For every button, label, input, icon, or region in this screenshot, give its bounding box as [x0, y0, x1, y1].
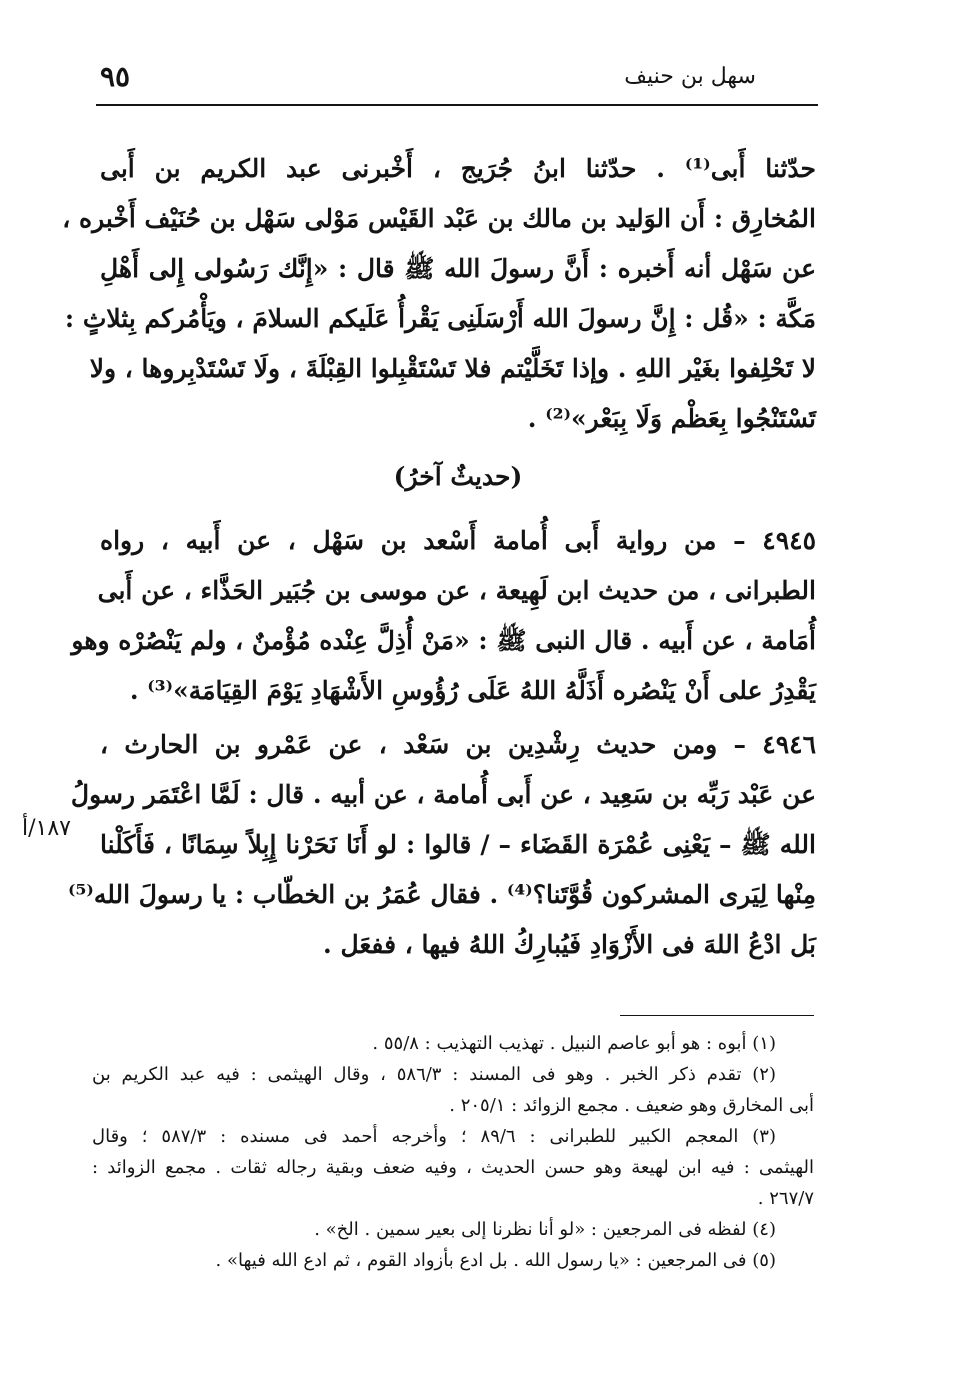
text-line: تَسْتَنْجُوا بِعَظْم وَلَا بِبَعْر»⁽²⁾ .: [527, 404, 816, 433]
text-line: المُخارِق : أَن الوَليد بن مالك بن عَبْد القَيْس مَوْلى سَهْل بن حُنَيْف أَخْبره ،: [62, 204, 816, 233]
page-number: ٩٥: [100, 60, 131, 93]
text-line: لا تَحْلِفوا بغَيْر اللهِ . وإذا تَخَلَّيْتم فلا تَسْتَقْبِلوا القِبْلَةَ ، ولَا تَسْتَدْبِروها ، ولا: [89, 354, 816, 383]
text-line: يَقْدِرُ على أَنْ يَنْصُره أَذَلَّهُ اللهُ عَلَى رُؤُوسِ الأَشْهَادِ يَوْمَ القِيَامَة»⁽³⁾ .: [129, 676, 816, 705]
header-rule: [96, 104, 818, 106]
text-line: الطبرانى ، من حديث ابن لَهِيعة ، عن موسى بن جُبَير الحَذَّاء ، عن أَبى: [97, 576, 816, 605]
paragraph-1: [62, 144, 816, 444]
manuscript-folio-note: ١٨٧/أ: [22, 816, 71, 841]
text-line: ٤٩٤٥ – من رواية أَبى أُمامة أَسْعد بن سَهْل ، عن أَبيه ، رواه: [100, 526, 816, 555]
text-line: حدّثنا أَبى⁽¹⁾ . حدّثنا ابنُ جُرَيج ، أَخْبرنى عبد الكريم بن أَبى: [100, 154, 816, 183]
footnote-line: ٢٦٧/٧ .: [757, 1188, 814, 1209]
text-line: عن عَبْد رَبِّه بن سَعِيد ، عن أَبى أُمامة ، عن أبيه . قال : لَمَّا اعْتَمَر رسولُ: [70, 780, 816, 809]
footnote-line: (٣) المعجم الكبير للطبرانى : ٨٩/٦ ؛ وأخرجه أحمد فى مسنده : ٥٨٧/٣ ؛ وقال: [92, 1126, 776, 1147]
footnote-rule: [620, 1015, 814, 1016]
text-line: مَكَّة : «قُل : إِنَّ رسولَ الله أَرْسَلَنِى يَقْرأُ عَلَيكم السلامَ ، ويَأْمُركم بِثلاثٍ :: [64, 304, 816, 333]
footnote-line: الهيثمى : فيه ابن لهيعة وهو حسن الحديث ، وفيه ضعف وبقية رجاله ثقات . مجمع الزوائد :: [92, 1157, 814, 1178]
paragraph-hadith-4945: [71, 516, 816, 716]
footnote-line: (٤) لفظه فى المرجعين : «لو أنا نظرنا إلى بعير سمين . الخ» .: [314, 1219, 776, 1240]
paragraph-hadith-4946: [67, 720, 816, 970]
text-line: ٤٩٤٦ – ومن حديث رِشْدِين بن سَعْد ، عن عَمْرو بن الحارث ،: [100, 730, 816, 759]
footnote-line: (٥) فى المرجعين : «يا رسول الله . بل ادع بأزواد القوم ، ثم ادع الله فيها» .: [215, 1250, 776, 1271]
footnote-line: (١) أبوه : هو أبو عاصم النبيل . تهذيب التهذيب : ٥٥/٨ .: [372, 1033, 776, 1054]
page-header: [100, 60, 816, 104]
text-line: الله ﷺ – يَعْنِى عُمْرَة القَضَاء – / قالوا : لو أَنَا نَحَرْنا إِبِلاً سِمَانًا ، فَأَكَلْنا: [100, 830, 816, 859]
running-title: سهل بن حنيف: [624, 64, 756, 89]
text-line: عن سَهْل أنه أَخبره : أَنَّ رسولَ الله ﷺ قال : «إِنَّك رَسُولى إِلى أَهْلِ: [100, 254, 816, 283]
text-line: مِنْها لِيَرى المشركون قُوَّتَنا؟⁽⁴⁾ . فقال عُمَرُ بن الخطّاب : يا رسولَ الله⁽⁵⁾: [67, 880, 816, 909]
footnotes: [92, 1028, 814, 1276]
section-heading: (حديثٌ آخرُ): [393, 462, 523, 491]
footnote-line: أبى المخارق وهو ضعيف . مجمع الزوائد : ٢٠٥/١ .: [449, 1095, 814, 1116]
footnote-line: (٢) تقدم ذكر الخبر . وهو فى المسند : ٥٨٦/٣ ، وقال الهيثمى : فيه عبد الكريم بن: [92, 1064, 776, 1085]
text-line: أُمَامة ، عن أَبيه . قال النبى ﷺ : «مَنْ أُذِلَّ عِنْده مُؤْمنٌ ، ولم يَنْصُرْه وهو: [71, 626, 816, 655]
text-line: بَل ادْعُ اللهَ فى الأَزْوَادِ فَيُبارِكُ اللهُ فيها ، ففعَل .: [323, 930, 816, 959]
